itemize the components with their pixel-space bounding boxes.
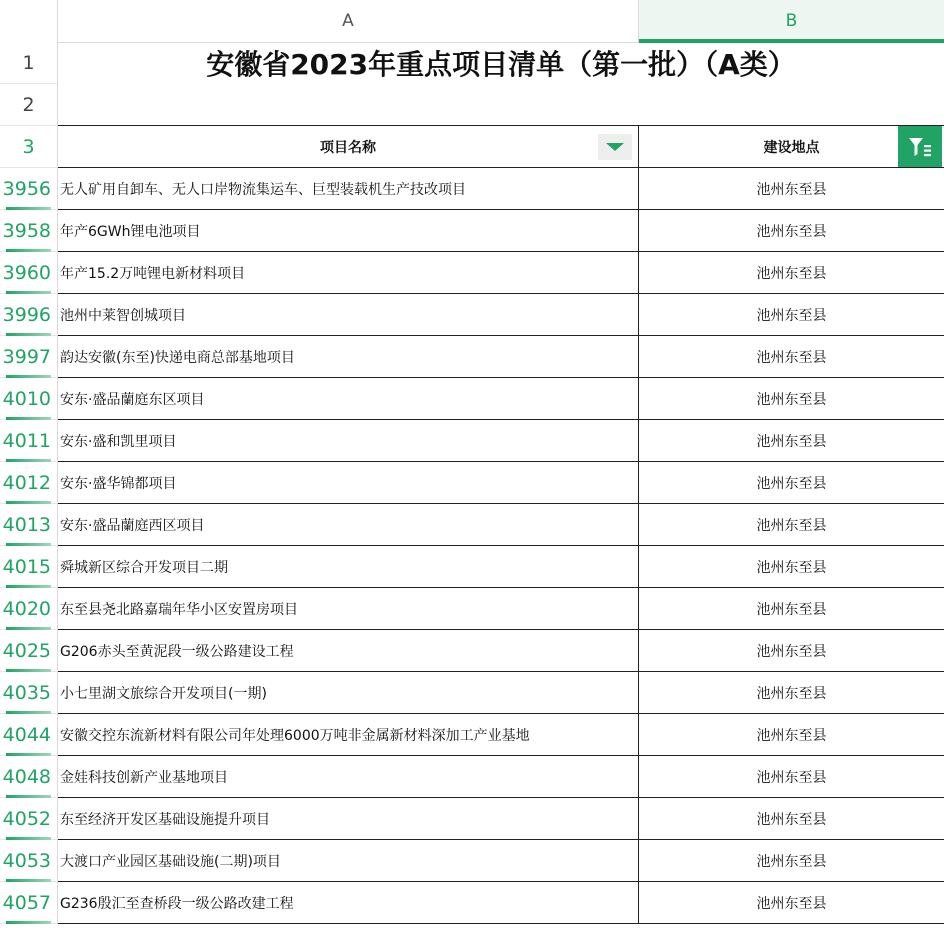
table-row: [58, 294, 944, 336]
cell-location[interactable]: 池州东至县: [756, 601, 827, 618]
filter-dropdown-button[interactable]: [598, 134, 632, 160]
table-row: [58, 588, 944, 630]
table-row: [58, 378, 944, 420]
table-row: [58, 420, 944, 462]
cell-project-name[interactable]: G206赤头至黄泥段一级公路建设工程: [58, 630, 639, 671]
sheet-title-cell[interactable]: 安徽省2023年重点项目清单（第一批）（A类）: [206, 48, 796, 81]
table-row: [58, 672, 944, 714]
header-location-label: 建设地点: [763, 139, 820, 156]
header-project-name-label: 项目名称: [320, 139, 376, 156]
cell-location[interactable]: 池州东至县: [756, 769, 827, 786]
cell-location[interactable]: 池州东至县: [756, 349, 827, 366]
column-header-bar: [0, 0, 944, 43]
cell-project-name[interactable]: 安东·盛和凯里项目: [58, 420, 639, 461]
row-header-1[interactable]: 1: [0, 42, 58, 84]
table-row: [58, 252, 944, 294]
header-cell-location[interactable]: [639, 126, 944, 168]
table-row: [58, 210, 944, 252]
row-header[interactable]: 4020: [0, 588, 58, 630]
row-header[interactable]: 3997: [0, 336, 58, 378]
cell-project-name[interactable]: 安东·盛品蘭庭东区项目: [58, 378, 639, 419]
row-header[interactable]: 4011: [0, 420, 58, 462]
cell-location[interactable]: 池州东至县: [756, 853, 827, 870]
row-header[interactable]: 3996: [0, 294, 58, 336]
cell-project-name[interactable]: 舜城新区综合开发项目二期: [58, 546, 639, 587]
cell-location[interactable]: 池州东至县: [756, 643, 827, 660]
cell-location[interactable]: 池州东至县: [756, 265, 827, 282]
cell-project-name[interactable]: 无人矿用自卸车、无人口岸物流集运车、巨型装载机生产技改项目: [58, 168, 639, 209]
cell-location[interactable]: 池州东至县: [756, 559, 827, 576]
cell-project-name[interactable]: 东至县尧北路嘉瑞年华小区安置房项目: [58, 588, 639, 629]
column-header-b-label: B: [785, 11, 798, 31]
cell-location[interactable]: 池州东至县: [756, 475, 827, 492]
table-row: [58, 336, 944, 378]
table-row: [58, 756, 944, 798]
cell-location[interactable]: 池州东至县: [756, 307, 827, 324]
row-header[interactable]: 4044: [0, 714, 58, 756]
column-header-b[interactable]: [639, 0, 944, 42]
row-header[interactable]: 4052: [0, 798, 58, 840]
row-header[interactable]: 4015: [0, 546, 58, 588]
cell-location[interactable]: 池州东至县: [756, 811, 827, 828]
blank-row-2[interactable]: [58, 84, 944, 126]
dropdown-triangle-icon: [606, 143, 624, 151]
cell-location[interactable]: 池州东至县: [756, 223, 827, 240]
cell-project-name[interactable]: 金娃科技创新产业基地项目: [58, 756, 639, 797]
cell-location[interactable]: 池州东至县: [756, 727, 827, 744]
cell-project-name[interactable]: 小七里湖文旅综合开发项目(一期): [58, 672, 639, 713]
row-header[interactable]: 3956: [0, 168, 58, 210]
row-header-3[interactable]: 3: [0, 126, 58, 168]
row-header[interactable]: 3960: [0, 252, 58, 294]
cell-location[interactable]: 池州东至县: [756, 181, 827, 198]
cell-location[interactable]: 池州东至县: [756, 433, 827, 450]
cell-location[interactable]: 池州东至县: [756, 685, 827, 702]
row-header-2[interactable]: 2: [0, 84, 58, 126]
cell-location[interactable]: 池州东至县: [756, 895, 827, 912]
cell-project-name[interactable]: 年产15.2万吨锂电新材料项目: [58, 252, 639, 293]
table-row: [58, 798, 944, 840]
row-header[interactable]: 4057: [0, 882, 58, 924]
table-row: [58, 882, 944, 924]
column-header-a[interactable]: A: [58, 0, 639, 42]
header-cell-project-name[interactable]: [58, 126, 639, 168]
table-row: [58, 462, 944, 504]
cell-project-name[interactable]: 大渡口产业园区基础设施(二期)项目: [58, 840, 639, 881]
cell-project-name[interactable]: G236殷汇至查桥段一级公路改建工程: [58, 882, 639, 923]
cell-project-name[interactable]: 安东·盛品蘭庭西区项目: [58, 504, 639, 545]
cell-project-name[interactable]: 池州中莱智创城项目: [58, 294, 639, 335]
table-row: [58, 840, 944, 882]
table-row: [58, 714, 944, 756]
filter-active-icon: [907, 135, 933, 159]
cell-project-name[interactable]: 安徽交控东流新材料有限公司年处理6000万吨非金属新材料深加工产业基地: [58, 714, 639, 755]
table-row: [58, 546, 944, 588]
row-header[interactable]: 4053: [0, 840, 58, 882]
cell-project-name[interactable]: 东至经济开发区基础设施提升项目: [58, 798, 639, 839]
table-row: [58, 630, 944, 672]
table-row: [58, 168, 944, 210]
cell-location[interactable]: 池州东至县: [756, 517, 827, 534]
row-header[interactable]: 4025: [0, 630, 58, 672]
active-filter-button[interactable]: [898, 126, 942, 167]
table-row: [58, 504, 944, 546]
cell-project-name[interactable]: 年产6GWh锂电池项目: [58, 210, 639, 251]
row-header[interactable]: 4010: [0, 378, 58, 420]
row-header[interactable]: 3958: [0, 210, 58, 252]
row-header[interactable]: 4013: [0, 504, 58, 546]
row-header[interactable]: 4012: [0, 462, 58, 504]
row-header[interactable]: 4035: [0, 672, 58, 714]
select-all-corner[interactable]: [0, 0, 58, 42]
cell-project-name[interactable]: 韵达安徽(东至)快递电商总部基地项目: [58, 336, 639, 377]
cell-project-name[interactable]: 安东·盛华锦都项目: [58, 462, 639, 503]
row-header[interactable]: 4048: [0, 756, 58, 798]
cell-location[interactable]: 池州东至县: [756, 391, 827, 408]
